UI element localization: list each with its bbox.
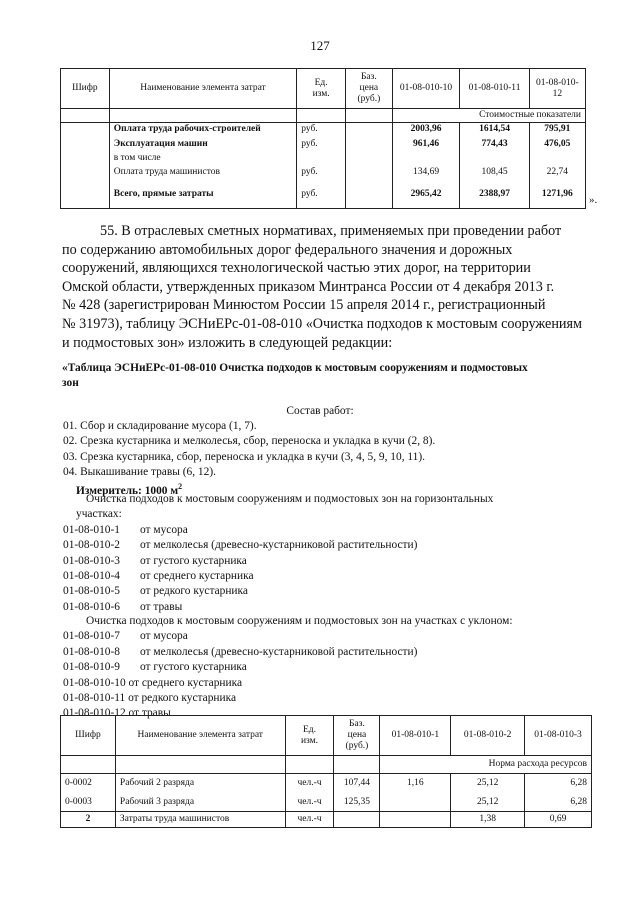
resource-table bbox=[60, 715, 592, 828]
table-row: 2 Затраты труда машинистов чел.-ч 1,38 0,69 bbox=[61, 812, 592, 828]
header-name: Наименование элемента затрат bbox=[115, 716, 285, 756]
header-col-2: 01-08-010-2 bbox=[451, 716, 525, 756]
section-2: Очистка подходов к мостовым сооружениям и подмостовых зон на участках с уклоном: 01-08-010-7 от мусора 01-08-010-8 от мелколесья (древесно-кустарниковой растительности) 01-08-010-9 от густого кустарника 01-08-010-10 от среднего кустарника 01-08-010-11 от редкого кустарника 01-08-010-12 от травы bbox=[63, 614, 513, 722]
closing-quote: ». bbox=[589, 194, 598, 206]
table-row: в том числе bbox=[61, 153, 586, 165]
meter: Измеритель: 1000 $м^2$ bbox=[76, 482, 183, 497]
list-item: 03. Срезка кустарника, сбор, переноска и укладка в кучи (3, 4, 5, 9, 10, 11). bbox=[63, 450, 425, 463]
cost-table bbox=[60, 68, 586, 209]
list-item: 02. Срезка кустарника и мелколесья, сбор, переноска и укладка в кучи (2, 8). bbox=[63, 435, 436, 448]
header-unit: Ед. изм. bbox=[285, 716, 334, 756]
section-1: Очистка подходов к мостовым сооружениям и подмостовых зон на горизонтальных участках: 01-08-010-1 от мусора 01-08-010-2 от мелколесья (древесно-кустарниковой растительности) 01-08-010-3 от густого кустарника 01-08-010-4 от среднего кустарника 01-08-010-5 от редкого кустарника 01-08-010-6 от травы bbox=[63, 492, 493, 615]
list-item: 01-08-010-12 от травы bbox=[63, 707, 171, 720]
header-code: Шифр bbox=[61, 716, 116, 756]
list-item: 01-08-010-7 от мусора bbox=[63, 630, 188, 643]
table-row: 0-0002 Рабочий 2 разряда чел.-ч 107,44 1,16 25,12 6,28 bbox=[61, 774, 592, 794]
list-item: 01-08-010-10 от среднего кустарника bbox=[63, 676, 243, 689]
header-price: Баз. цена (руб.) bbox=[334, 716, 380, 756]
list-item: 01-08-010-6 от травы bbox=[63, 600, 183, 613]
list-item: 01. Сбор и складирование мусора (1, 7). bbox=[63, 420, 257, 432]
header-name: Наименование элемента затрат bbox=[109, 69, 296, 109]
group-label: Норма расхода ресурсов bbox=[380, 756, 592, 774]
list-item: 01-08-010-11 от редкого кустарника bbox=[63, 692, 237, 705]
table-row: Оплата труда рабочих-строителей руб. 2003,96 1614,54 795,91 bbox=[61, 123, 586, 137]
header-col-1: 01-08-010-1 bbox=[380, 716, 451, 756]
works-heading: Состав работ: bbox=[286, 405, 354, 417]
header-col-2: 01-08-010-11 bbox=[460, 69, 529, 109]
header-col-3: 01-08-010-3 bbox=[525, 716, 592, 756]
list-item: 01-08-010-5 от редкого кустарника bbox=[63, 585, 248, 598]
table-row: Оплата труда машинистов руб. 134,69 108,45 22,74 bbox=[61, 165, 586, 181]
table-row: 0-0003 Рабочий 3 разряда чел.-ч 125,35 25,12 6,28 bbox=[61, 794, 592, 812]
list-item: 01-08-010-4 от среднего кустарника bbox=[63, 570, 254, 583]
works-list bbox=[63, 419, 435, 481]
list-item: 01-08-010-9 от густого кустарника bbox=[63, 661, 247, 674]
list-item: 04. Выкашивание травы (6, 12). bbox=[63, 466, 216, 479]
group-label: Стоимостные показатели bbox=[392, 109, 585, 123]
table-row: Эксплуатация машин руб. 961,46 774,43 476,05 bbox=[61, 137, 586, 153]
list-item: 01-08-010-3 от густого кустарника bbox=[63, 554, 247, 567]
list-item: 01-08-010-1 от мусора bbox=[63, 523, 188, 536]
header-unit: Ед. изм. bbox=[297, 69, 346, 109]
header-col-1: 01-08-010-10 bbox=[392, 69, 460, 109]
page-number: 127 bbox=[310, 38, 330, 53]
table-row: Всего, прямые затраты руб. 2965,42 2388,97 1271,96 bbox=[61, 181, 586, 209]
paragraph-55: 55. В отраслевых сметных нормативах, применяемых при проведении работ по содержанию автомобильных дорог федерального значения и дорожных сооружений, являющихся технологической частью этих дорог, на территории Омской области, утвержденных приказом Минтранса России от 4 декабря 2013 г. № 428 (зарегистрирован Минюстом России 15 апреля 2014 г., регистрационный № 31973), таблицу ЭСНиЕРс-01-08-010 «Очистка подходов к мостовым сооружениям и подмостовых зон» изложить в следующей редакции: bbox=[62, 223, 583, 351]
header-price: Баз. цена (руб.) bbox=[346, 69, 393, 109]
table-title: «Таблица ЭСНиЕРс-01-08-010 Очистка подходов к мостовым сооружениям и подмостовых зон bbox=[62, 362, 528, 389]
header-col-3: 01-08-010-12 bbox=[529, 69, 585, 109]
header-code: Шифр bbox=[61, 69, 110, 109]
list-item: 01-08-010-2 от мелколесья (древесно-кустарниковой растительности) bbox=[63, 539, 418, 552]
list-item: 01-08-010-8 от мелколесья (древесно-кустарниковой растительности) bbox=[63, 645, 418, 658]
